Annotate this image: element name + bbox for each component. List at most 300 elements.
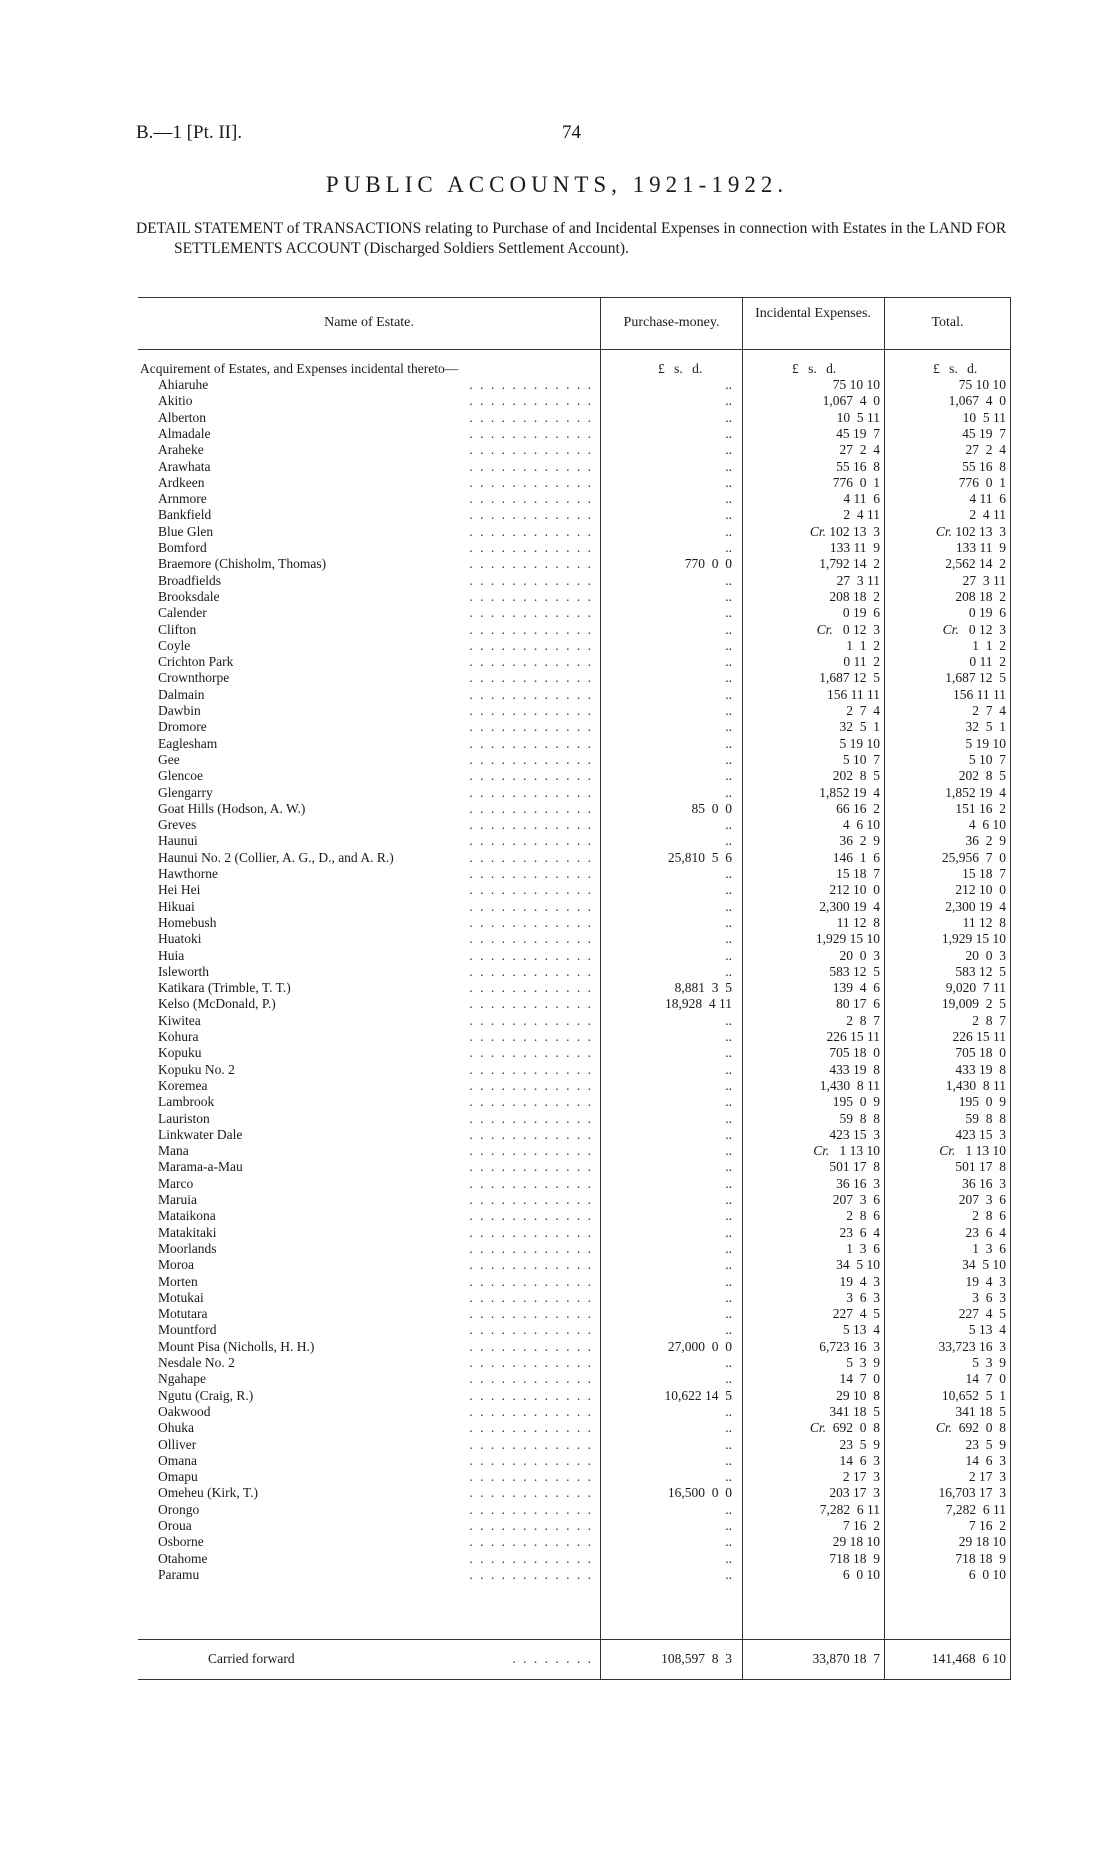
total-cell: 1 1 2 — [972, 637, 1006, 653]
leader-dots: . . . . . . . . . . . . — [469, 1322, 593, 1338]
leader-dots: . . . . . . . . . . . . — [469, 1355, 593, 1370]
table-row — [138, 475, 1011, 491]
table-row — [138, 540, 1011, 556]
purchase-money-cell: .. — [606, 540, 732, 556]
purchase-money-cell: .. — [606, 768, 732, 784]
incidental-expenses-cell: 1 1 2 — [846, 637, 880, 653]
table-row — [138, 1029, 1011, 1045]
leader-dots: . . . . . . . . . . . . — [469, 914, 593, 930]
incidental-expenses-cell: 5 3 9 — [846, 1355, 880, 1370]
leader-dots: . . . . . . . . . . . . — [469, 572, 593, 588]
total-cell: 14 6 3 — [965, 1452, 1006, 1468]
total-cell: 195 0 9 — [958, 1094, 1006, 1110]
table-row — [138, 638, 1011, 654]
estate-name: Lambrook — [158, 1094, 218, 1110]
leader-dots: . . . . . . . . . . . . — [469, 800, 593, 816]
estate-name: Ngahape — [158, 1371, 210, 1387]
total-cell: 5 13 4 — [968, 1322, 1006, 1338]
table-row — [138, 1225, 1011, 1241]
leader-dots: . . . . . . . . . . . . — [469, 425, 593, 441]
estate-name: Lauriston — [158, 1111, 214, 1127]
table-row — [138, 622, 1011, 638]
incidental-expenses-cell: 5 10 7 — [842, 751, 880, 767]
purchase-money-cell: .. — [606, 1420, 732, 1436]
total-cell: 1,067 4 0 — [948, 393, 1006, 409]
estate-name: Kopuku — [158, 1045, 206, 1061]
purchase-money-cell: .. — [606, 899, 732, 915]
table-row — [138, 442, 1011, 458]
incidental-expenses-cell: 36 16 3 — [836, 1175, 880, 1191]
incidental-expenses-cell: 0 19 6 — [842, 605, 880, 621]
leader-dots: . . . . . . . . . . . . — [469, 1550, 593, 1566]
estate-name: Matakitaki — [158, 1225, 220, 1241]
total-cell: 34 5 10 — [962, 1257, 1006, 1273]
estate-name: Marco — [158, 1176, 197, 1192]
total-cell: 19,009 2 5 — [941, 996, 1006, 1012]
table-row — [138, 556, 1011, 572]
incidental-expenses-cell: Cr. 0 12 3 — [816, 621, 880, 637]
total-cell: 9,020 7 11 — [945, 980, 1006, 996]
purchase-money-cell: .. — [606, 1111, 732, 1127]
estate-name: Linkwater Dale — [158, 1127, 246, 1143]
table-row — [138, 1208, 1011, 1224]
total-cell: 15 18 7 — [962, 866, 1006, 881]
incidental-expenses-cell: 226 15 11 — [826, 1029, 880, 1044]
incidental-expenses-cell: 11 12 8 — [836, 914, 880, 930]
total-cell: 2 17 3 — [968, 1469, 1006, 1485]
purchase-money-cell: .. — [606, 1094, 732, 1110]
total-cell: 2,562 14 2 — [945, 556, 1006, 572]
table-row — [138, 1339, 1011, 1355]
table-row — [138, 459, 1011, 475]
purchase-money-cell: .. — [606, 785, 732, 801]
incidental-expenses-cell: 4 11 6 — [843, 491, 880, 507]
total-cell: 23 6 4 — [965, 1224, 1006, 1240]
incidental-expenses-cell: 75 10 10 — [832, 377, 880, 392]
leader-dots: . . . . . . . . . . . . — [469, 1224, 593, 1240]
total-cell: 27 3 11 — [962, 572, 1006, 588]
column-header-total: Total. — [931, 315, 964, 330]
incidental-units: £ s. d. — [792, 361, 837, 376]
incidental-expenses-cell: 1 3 6 — [846, 1240, 880, 1256]
leader-dots: . . . . . . . . . . . . — [469, 735, 593, 751]
estate-name: Greves — [158, 817, 200, 833]
estate-name: Ngutu (Craig, R.) — [158, 1388, 257, 1404]
total-cell: 7,282 6 11 — [945, 1501, 1006, 1517]
total-cell: 27 2 4 — [965, 442, 1006, 458]
leader-dots: . . . . . . . . . . . . — [469, 654, 593, 670]
purchase-money-cell: .. — [606, 589, 732, 605]
incidental-expenses-cell: 4 6 10 — [842, 817, 880, 833]
table-row — [138, 1534, 1011, 1550]
total-cell: 75 10 10 — [958, 377, 1006, 392]
table-row — [138, 801, 1011, 817]
total-cell: 25,956 7 0 — [941, 849, 1006, 865]
purchase-money-cell: .. — [606, 1534, 732, 1550]
estate-name: Glencoe — [158, 768, 207, 784]
table-row — [138, 393, 1011, 409]
total-cell: 705 18 0 — [955, 1045, 1006, 1061]
purchase-money-cell: .. — [606, 1127, 732, 1143]
estate-name: Blue Glen — [158, 524, 217, 540]
purchase-money-cell: .. — [606, 752, 732, 768]
estate-name: Omapu — [158, 1469, 202, 1485]
total-cell: 29 18 10 — [958, 1534, 1006, 1550]
total-cell: 4 6 10 — [968, 817, 1006, 833]
total-cell: Cr. 0 12 3 — [942, 621, 1006, 637]
table-row — [138, 377, 1011, 393]
incidental-expenses-cell: Cr. 102 13 3 — [809, 523, 880, 539]
leader-dots: . . . . . . . . . . . . — [469, 523, 593, 539]
table-row — [138, 882, 1011, 898]
purchase-money-cell: .. — [606, 1208, 732, 1224]
estate-name: Mountford — [158, 1322, 221, 1338]
incidental-expenses-cell: 207 3 6 — [832, 1192, 880, 1207]
total-cell: 0 19 6 — [968, 605, 1006, 621]
estate-name: Koremea — [158, 1078, 211, 1094]
total-cell: Cr. 692 0 8 — [935, 1420, 1006, 1436]
leader-dots: . . . . . . . . . . . . — [469, 1257, 593, 1273]
estate-name: Oakwood — [158, 1404, 215, 1420]
total-cell: 212 10 0 — [955, 882, 1006, 898]
leader-dots: . . . . . . . . . . . . — [469, 1110, 593, 1126]
total-cell: 4 11 6 — [969, 491, 1006, 507]
incidental-expenses-cell: 208 18 2 — [829, 588, 880, 604]
purchase-money-cell: .. — [606, 948, 732, 964]
estate-name: Haunui — [158, 833, 202, 849]
estate-name: Ardkeen — [158, 475, 208, 491]
estate-name: Clifton — [158, 622, 200, 638]
table-row — [138, 785, 1011, 801]
incidental-expenses-cell: 501 17 8 — [829, 1159, 880, 1175]
credit-marker: Cr. — [809, 523, 826, 539]
estate-name: Maruia — [158, 1192, 201, 1208]
purchase-money-cell: .. — [606, 1192, 732, 1208]
total-cell: 2 8 7 — [972, 1012, 1006, 1028]
leader-dots: . . . . . . . . . . . . — [469, 1420, 593, 1436]
estate-name: Broadfields — [158, 573, 225, 589]
purchase-money-cell: 770 0 0 — [606, 556, 732, 572]
estate-name: Kopuku No. 2 — [158, 1062, 239, 1078]
estate-name: Crichton Park — [158, 654, 237, 670]
purchase-money-cell: .. — [606, 426, 732, 442]
purchase-money-cell: .. — [606, 687, 732, 703]
leader-dots: . . . . . . . . . . . . — [469, 1273, 593, 1289]
table-row — [138, 507, 1011, 523]
estate-name: Nesdale No. 2 — [158, 1355, 239, 1371]
incidental-expenses-cell: 10 5 11 — [836, 409, 880, 425]
carried-forward-purchase: 108,597 8 3 — [661, 1651, 732, 1666]
incidental-expenses-cell: 1,929 15 10 — [815, 931, 880, 947]
estate-name: Ohuka — [158, 1420, 198, 1436]
estate-name: Marama-a-Mau — [158, 1159, 247, 1175]
total-cell: 2 8 6 — [972, 1208, 1006, 1224]
total-cell: 776 0 1 — [958, 474, 1006, 490]
purchase-money-cell: .. — [606, 622, 732, 638]
incidental-expenses-cell: 27 3 11 — [836, 572, 880, 588]
leader-dots: . . . . . . . . . . . . — [469, 784, 593, 800]
total-cell: 423 15 3 — [955, 1126, 1006, 1142]
leader-dots: . . . . . . . . . . . . — [469, 540, 593, 555]
purchase-money-cell: .. — [606, 703, 732, 719]
total-cell: 2,300 19 4 — [945, 898, 1006, 914]
purchase-money-cell: .. — [606, 524, 732, 540]
estate-name: Katikara (Trimble, T. T.) — [158, 980, 295, 996]
carried-forward-row — [138, 1651, 1011, 1667]
purchase-money-cell: .. — [606, 1013, 732, 1029]
document-header-reference: B.—1 [Pt. II]. — [136, 122, 243, 143]
estate-name: Almadale — [158, 426, 214, 442]
leader-dots: . . . . . . . . . . . . — [469, 963, 593, 979]
estate-name: Arawhata — [158, 459, 214, 475]
total-cell: 10,652 5 1 — [941, 1387, 1006, 1403]
total-cell: 6 0 10 — [968, 1566, 1006, 1582]
estate-name: Dromore — [158, 719, 211, 735]
table-row — [138, 410, 1011, 426]
credit-marker: Cr. — [935, 1420, 952, 1436]
table-row — [138, 931, 1011, 947]
incidental-expenses-cell: 59 8 8 — [839, 1110, 880, 1126]
purchase-money-cell: .. — [606, 654, 732, 670]
column-header-incidental: Incidental Expenses. — [755, 306, 871, 321]
leader-dots: . . . . . . . . . . . . — [469, 996, 593, 1012]
total-cell: 1,852 19 4 — [945, 784, 1006, 800]
statement-description: DETAIL STATEMENT of TRANSACTIONS relating to Purchase of and Incidental Expenses in connection with Estates in the LAND FOR SETTLEMENTS ACCOUNT (Discharged Soldiers Settlement Account). — [136, 220, 1007, 257]
leader-dots: . . . . . . . . . . . . — [469, 719, 593, 735]
purchase-money-cell: .. — [606, 1176, 732, 1192]
leader-dots: . . . . . . . . . . . . — [469, 1306, 593, 1322]
table-row — [138, 491, 1011, 507]
credit-marker: Cr. — [939, 1143, 956, 1159]
leader-dots: . . . . . . . . . . . . — [469, 621, 593, 637]
total-cell: 10 5 11 — [962, 409, 1006, 425]
purchase-money-cell: .. — [606, 719, 732, 735]
leader-dots: . . . . . . . . . . . . — [469, 931, 593, 947]
leader-dots: . . . . . . . . . . . . — [469, 393, 593, 409]
incidental-expenses-cell: 133 11 9 — [829, 540, 880, 555]
incidental-expenses-cell: 0 11 2 — [843, 654, 880, 670]
estate-name: Alberton — [158, 410, 210, 426]
purchase-money-cell: .. — [606, 459, 732, 475]
credit-marker: Cr. — [942, 621, 959, 637]
total-cell: Cr. 102 13 3 — [935, 523, 1006, 539]
estate-name: Otahome — [158, 1551, 212, 1567]
leader-dots: . . . . . . . . . . . . — [469, 849, 593, 865]
estate-name: Crownthorpe — [158, 670, 233, 686]
table-row — [138, 687, 1011, 703]
incidental-expenses-cell: 2 8 6 — [846, 1208, 880, 1224]
table-row — [138, 670, 1011, 686]
purchase-money-cell: .. — [606, 1469, 732, 1485]
table-row — [138, 1045, 1011, 1061]
estate-name: Kelso (McDonald, P.) — [158, 996, 280, 1012]
purchase-money-cell: .. — [606, 1257, 732, 1273]
table-row — [138, 1111, 1011, 1127]
total-cell: 32 5 1 — [965, 719, 1006, 735]
estate-name: Calender — [158, 605, 211, 621]
table-row — [138, 1469, 1011, 1485]
incidental-expenses-cell: 6 0 10 — [842, 1566, 880, 1582]
table-row — [138, 1453, 1011, 1469]
table-row — [138, 1290, 1011, 1306]
table-row — [138, 948, 1011, 964]
table-row — [138, 1013, 1011, 1029]
total-cell: 3 6 3 — [972, 1289, 1006, 1305]
purchase-money-cell: .. — [606, 1355, 732, 1371]
leader-dots: . . . . . . . . . . . . — [469, 409, 593, 425]
leader-dots: . . . . . . . . . . . . — [469, 637, 593, 653]
table-row — [138, 1159, 1011, 1175]
table-row — [138, 850, 1011, 866]
header-bottom-rule — [138, 349, 1011, 350]
page-title: PUBLIC ACCOUNTS, 1921-1922. — [325, 172, 789, 197]
estate-name: Isleworth — [158, 964, 213, 980]
table-row — [138, 1551, 1011, 1567]
incidental-expenses-cell: 203 17 3 — [829, 1485, 880, 1501]
purchase-money-cell: .. — [606, 1274, 732, 1290]
total-units: £ s. d. — [933, 361, 978, 376]
leader-dots: . . . . . . . . . . . . — [469, 1338, 593, 1354]
incidental-expenses-cell: 776 0 1 — [832, 474, 880, 490]
purchase-money-cell: .. — [606, 964, 732, 980]
purchase-money-cell: 27,000 0 0 — [606, 1339, 732, 1355]
estate-name: Hawthorne — [158, 866, 222, 882]
incidental-expenses-cell: 705 18 0 — [829, 1045, 880, 1061]
total-cell: 16,703 17 3 — [938, 1485, 1006, 1501]
table-row — [138, 996, 1011, 1012]
table-row — [138, 1355, 1011, 1371]
estate-name: Dalmain — [158, 687, 209, 703]
table-row — [138, 833, 1011, 849]
incidental-expenses-cell: 7 16 2 — [842, 1518, 880, 1533]
leader-dots: . . . . . . . . . . . . — [469, 1208, 593, 1224]
incidental-expenses-cell: 5 13 4 — [842, 1322, 880, 1338]
table-row — [138, 1420, 1011, 1436]
total-cell: 5 3 9 — [972, 1355, 1006, 1370]
table-row — [138, 817, 1011, 833]
purchase-money-cell: .. — [606, 1322, 732, 1338]
table-row — [138, 1078, 1011, 1094]
leader-dots: . . . . . . . . . . . . — [469, 866, 593, 881]
purchase-money-cell: 85 0 0 — [606, 801, 732, 817]
leader-dots: . . . . . . . . . . . . — [469, 833, 593, 849]
purchase-money-cell: .. — [606, 1290, 732, 1306]
table-row — [138, 1485, 1011, 1501]
table-row — [138, 1094, 1011, 1110]
incidental-expenses-cell: 19 4 3 — [839, 1273, 880, 1289]
total-cell: 208 18 2 — [955, 588, 1006, 604]
leader-dots: . . . . . . . . . . . . — [469, 1452, 593, 1468]
total-cell: 11 12 8 — [962, 914, 1006, 930]
total-cell: 7 16 2 — [968, 1518, 1006, 1533]
total-cell: 2 4 11 — [969, 507, 1006, 523]
incidental-expenses-cell: 5 19 10 — [839, 735, 880, 751]
leader-dots: . . . . . . . . . . . . — [469, 1175, 593, 1191]
estate-name: Homebush — [158, 915, 221, 931]
table-row — [138, 573, 1011, 589]
table-row — [138, 915, 1011, 931]
leader-dots: . . . . . . . . . . . . — [469, 817, 593, 833]
table-row — [138, 1127, 1011, 1143]
purchase-money-cell: .. — [606, 1453, 732, 1469]
estate-name: Haunui No. 2 (Collier, A. G., D., and A. R.) — [158, 850, 398, 866]
estate-name: Orongo — [158, 1502, 203, 1518]
estate-name: Brooksdale — [158, 589, 224, 605]
leader-dots: . . . . . . . . — [512, 1651, 593, 1666]
purchase-money-cell: 25,810 5 6 — [606, 850, 732, 866]
total-cell: Cr. 1 13 10 — [939, 1143, 1006, 1159]
incidental-expenses-cell: 139 4 6 — [832, 980, 880, 996]
table-row — [138, 980, 1011, 996]
carried-forward-total: 141,468 6 10 — [931, 1651, 1006, 1666]
total-cell: 226 15 11 — [952, 1029, 1006, 1044]
incidental-expenses-cell: 7,282 6 11 — [819, 1501, 880, 1517]
purchase-money-cell: .. — [606, 638, 732, 654]
page-number: 74 — [562, 122, 581, 143]
estate-name: Oroua — [158, 1518, 196, 1534]
estate-name: Morten — [158, 1274, 202, 1290]
purchase-money-cell: .. — [606, 931, 732, 947]
incidental-expenses-cell: 1,792 14 2 — [819, 556, 880, 572]
leader-dots: . . . . . . . . . . . . — [469, 588, 593, 604]
incidental-expenses-cell: 36 2 9 — [839, 833, 880, 849]
purchase-money-cell: .. — [606, 1502, 732, 1518]
leader-dots: . . . . . . . . . . . . — [469, 947, 593, 963]
leader-dots: . . . . . . . . . . . . — [469, 605, 593, 621]
purchase-money-cell: .. — [606, 1029, 732, 1045]
estate-name: Olliver — [158, 1437, 200, 1453]
incidental-expenses-cell: 1,430 8 11 — [819, 1077, 880, 1093]
total-cell: 45 19 7 — [962, 425, 1006, 441]
credit-marker: Cr. — [809, 1420, 826, 1436]
purchase-money-cell: .. — [606, 1078, 732, 1094]
incidental-expenses-cell: 32 5 1 — [839, 719, 880, 735]
purchase-money-cell: .. — [606, 736, 732, 752]
table-row — [138, 719, 1011, 735]
table-row — [138, 1192, 1011, 1208]
incidental-expenses-cell: 423 15 3 — [829, 1126, 880, 1142]
table-row — [138, 1306, 1011, 1322]
leader-dots: . . . . . . . . . . . . — [469, 1240, 593, 1256]
estate-name: Bomford — [158, 540, 211, 556]
purchase-money-cell: .. — [606, 915, 732, 931]
column-header-name: Name of Estate. — [324, 315, 414, 330]
total-cell: 156 11 11 — [953, 686, 1006, 702]
total-cell: 59 8 8 — [965, 1110, 1006, 1126]
total-cell: 151 16 2 — [955, 800, 1006, 816]
estate-name: Mana — [158, 1143, 193, 1159]
purchase-money-cell: .. — [606, 1306, 732, 1322]
incidental-expenses-cell: 212 10 0 — [829, 882, 880, 898]
purchase-money-cell: 10,622 14 5 — [606, 1388, 732, 1404]
leader-dots: . . . . . . . . . . . . — [469, 1126, 593, 1142]
table-top-rule — [138, 297, 1011, 298]
purchase-money-cell: .. — [606, 605, 732, 621]
leader-dots: . . . . . . . . . . . . — [469, 556, 593, 572]
credit-marker: Cr. — [935, 523, 952, 539]
purchase-money-cell: .. — [606, 1551, 732, 1567]
total-cell: 55 16 8 — [962, 458, 1006, 474]
purchase-money-cell: .. — [606, 573, 732, 589]
leader-dots: . . . . . . . . . . . . — [469, 768, 593, 784]
transactions-table — [138, 297, 1011, 1680]
incidental-expenses-cell: 45 19 7 — [836, 425, 880, 441]
purchase-money-cell: 18,928 4 11 — [606, 996, 732, 1012]
table-row — [138, 1437, 1011, 1453]
table-row — [138, 703, 1011, 719]
estate-name: Moroa — [158, 1257, 198, 1273]
table-bottom-rule — [138, 1679, 1011, 1680]
